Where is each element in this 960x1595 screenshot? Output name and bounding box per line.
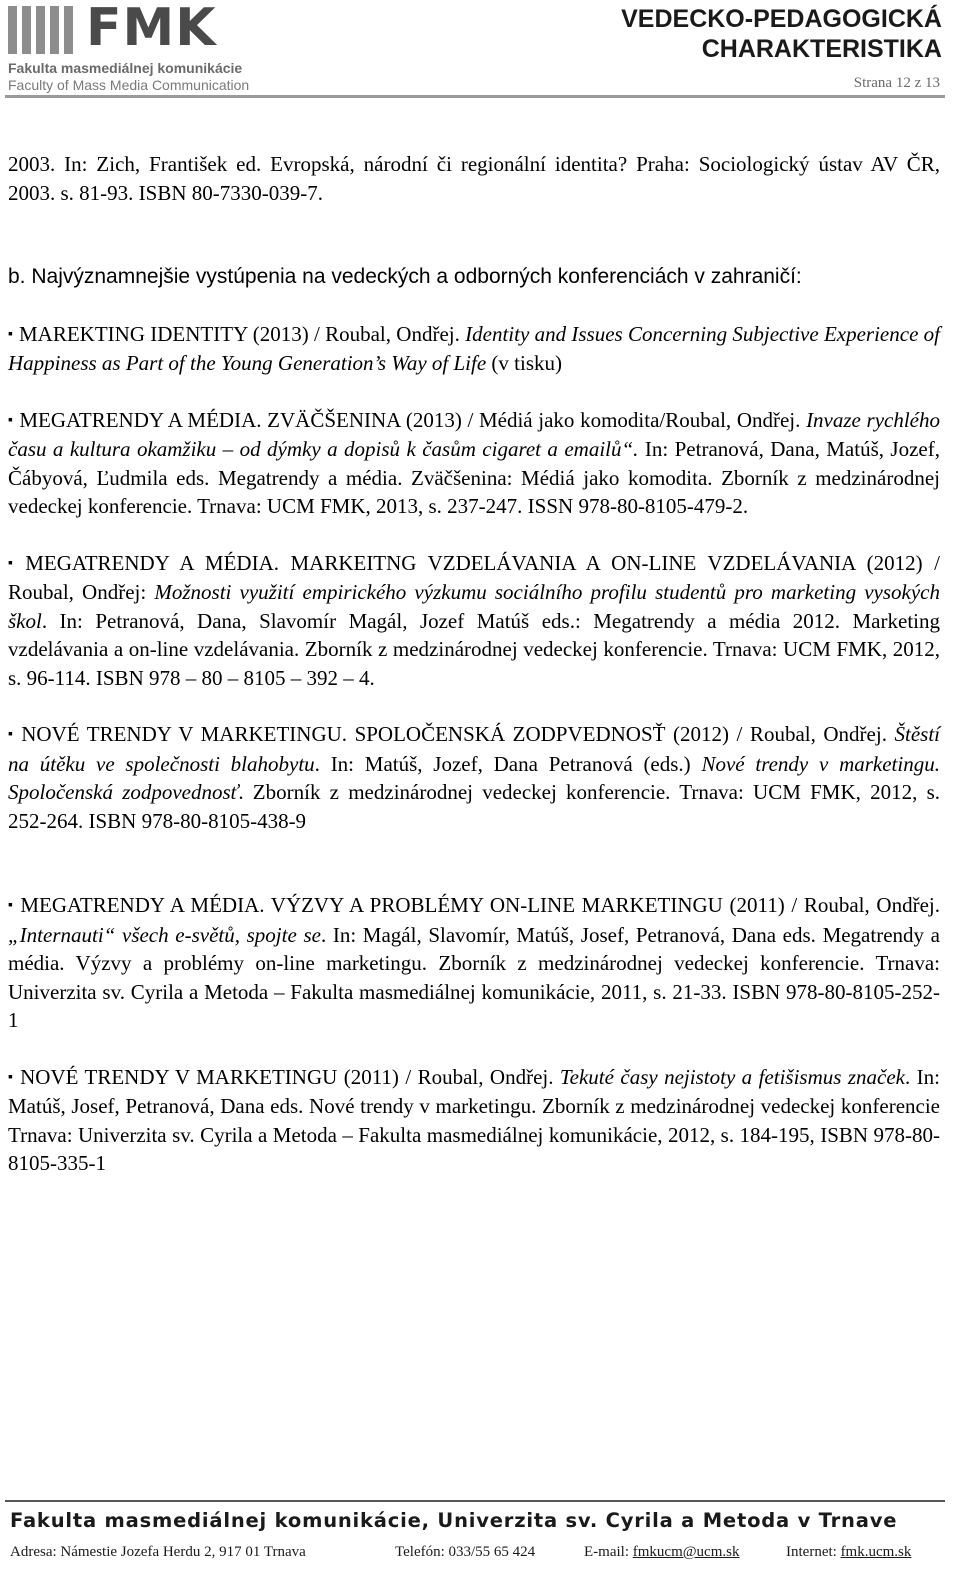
entry-title: Tekuté časy nejistoty a fetišismus značek <box>559 1064 905 1089</box>
document-title-line1: VEDECKO-PEDAGOGICKÁ <box>621 5 942 33</box>
document-title <box>621 4 942 64</box>
footer-internet-label: Internet: <box>786 1544 837 1560</box>
entry-lead: MEGATRENDY A MÉDIA. MARKEITNG VZDELÁVANIA A ON-LINE VZDELÁVANIA (2012) / Roubal, Ondřej: <box>8 550 940 604</box>
fmk-logo <box>8 0 258 93</box>
footer-email-group <box>584 1542 739 1562</box>
bullet-icon: ▪ <box>8 727 16 742</box>
logo-subtitle-sk: Fakulta masmediálnej komunikácie <box>8 60 243 76</box>
bullet-icon: ▪ <box>8 555 20 571</box>
header-divider <box>5 95 945 98</box>
publication-entry <box>8 891 940 1035</box>
entry-details: . In: Matúš, Jozef, Dana Petranová (eds.) <box>314 751 702 776</box>
entry-details: In: Petranová, Dana, Matúš, Jozef, Čábyová, Ľudmila eds. Megatrendy a média. Zväčšenina: Médiá jako komodita. Zborník z medzinárodnej vedeckej konferencie. Trnava: UCM FMK, 2013, s. 237-247. ISSN 978-80-8105-479-2. <box>8 437 940 518</box>
entry-details: . In: Matúš, Josef, Petranová, Dana eds. Nové trendy v marketingu. Zborník z medzinárodnej vedeckej konferencie Trnava: Univerzita sv. Cyrila a Metoda – Fakulta masmediálnej komunikácie, 2012, s. 184-195, ISBN 978-80-8105-335-1 <box>8 1064 940 1175</box>
footer-internet-link[interactable]: fmk.ucm.sk <box>840 1544 912 1560</box>
entry-title: Identity and Issues Concerning Subjective Experience of Happiness as Part of the Young Generation’s Way of Life <box>8 321 941 375</box>
continuation-paragraph: 2003. In: Zich, František ed. Evropská, národní či regionální identita? Praha: Sociologický ústav AV ČR, 2003. s. 81-93. ISBN 80-7330-039-7. <box>8 152 940 205</box>
bullet-icon: ▪ <box>8 1069 15 1085</box>
bullet-icon: ▪ <box>8 326 13 342</box>
entry-details: . In: Petranová, Dana, Slavomír Magál, Jozef Matúš eds.: Megatrendy a média 2012. Marketing vzdelávania a on-line vzdelávania. Zborník z medzinárodnej vedeckej konferencie. Trnava: UCM FMK, 2012, s. 96-114. ISBN 978 – 80 – 8105 – 392 – 4. <box>8 608 940 690</box>
footer-internet-group <box>786 1542 911 1562</box>
publication-entry <box>8 549 940 693</box>
entry-title: Štěstí na útěku ve společnosti blahobytu <box>8 722 941 776</box>
entry-lead: MEGATRENDY A MÉDIA. VÝZVY A PROBLÉMY ON-LINE MARKETINGU (2011) / Roubal, Ondřej. <box>20 893 940 917</box>
entry-title: Invaze rychlého času a kultura okamžiku – od dýmky a dopisů k časům cigaret a emailů“. <box>8 407 940 461</box>
publication-entry <box>8 406 940 521</box>
document-body <box>8 150 940 1178</box>
publication-entry <box>8 1063 940 1178</box>
footer-email-label: E-mail: <box>584 1544 629 1560</box>
footer-divider <box>5 1500 945 1502</box>
entry-title: Možnosti využití empirického výzkumu sociálního profilu studentů pro marketing vysokých škol <box>8 580 941 633</box>
entry-lead: MAREKTING IDENTITY (2013) / Roubal, Ondřej. <box>19 321 460 346</box>
bullet-icon: ▪ <box>8 898 15 913</box>
entry-details: . In: Magál, Slavomír, Matúš, Josef, Petranová, Dana eds. Megatrendy a média. Výzvy a problémy on-line marketingu. Zborník z medzinárodnej vedeckej konferencie. Trnava: Univerzita sv. Cyrila a Metoda – Fakulta masmediálnej komunikácie, 2011, s. 21-33. ISBN 978-80-8105-252-1 <box>8 922 940 1032</box>
logo-bars-icon <box>8 6 88 54</box>
logo-wordmark: FMK <box>86 0 217 58</box>
entry-details: . Zborník z medzinárodnej vedeckej konferencie. Trnava: UCM FMK, 2012, s. 252-264. ISBN 978-80-8105-438-9 <box>8 780 940 833</box>
entry-title: „Internauti“ všech e-světů, spojte se <box>8 922 321 947</box>
bullet-icon: ▪ <box>8 412 14 428</box>
entry-lead: NOVÉ TRENDY V MARKETINGU. SPOLOČENSKÁ ZODPVEDNOSŤ (2012) / Roubal, Ondřej. <box>21 722 887 746</box>
page-header <box>0 0 960 100</box>
publication-entry <box>8 720 940 835</box>
publication-entry <box>8 320 940 378</box>
section-heading: b. Najvýznamnejšie vystúpenia na vedeckých a odborných konferenciách v zahraničí: <box>8 265 802 288</box>
entry-details: (v tisku) <box>486 351 562 375</box>
footer-phone: Telefón: 033/55 65 424 <box>395 1544 536 1560</box>
logo-subtitle-en: Faculty of Mass Media Communication <box>8 77 250 93</box>
document-title-line2: CHARAKTERISTIKA <box>701 35 942 63</box>
page-number: Strana 12 z 13 <box>853 75 940 91</box>
entry-lead: MEGATRENDY A MÉDIA. ZVÄČŠENINA (2013) / Médiá jako komodita/Roubal, Ondřej. <box>19 407 801 432</box>
footer-email-link[interactable]: fmkucm@ucm.sk <box>632 1544 740 1560</box>
entry-lead: NOVÉ TRENDY V MARKETINGU (2011) / Roubal, Ondřej. <box>20 1064 554 1089</box>
entry-title-secondary: Nové trendy v marketingu. Spoločenská zodpovednosť <box>8 751 940 804</box>
footer-address: Adresa: Námestie Jozefa Herdu 2, 917 01 Trnava <box>10 1544 306 1560</box>
footer-institution: Fakulta masmediálnej komunikácie, Univerzita sv. Cyrila a Metoda v Trnave <box>10 1509 898 1532</box>
